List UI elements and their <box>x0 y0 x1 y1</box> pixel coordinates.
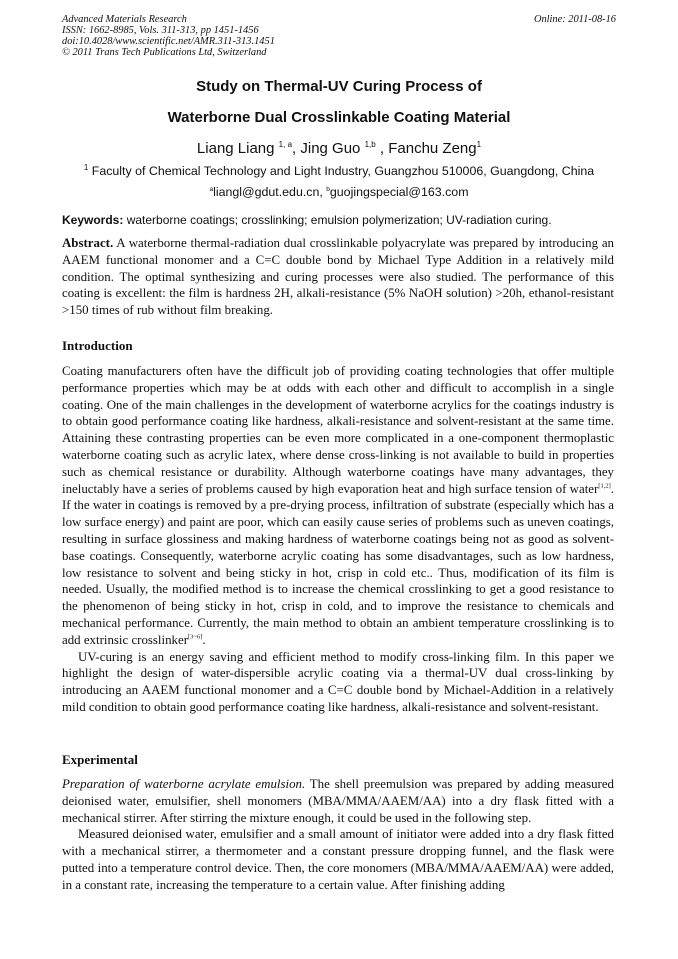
paper-title-line-2: Waterborne Dual Crosslinkable Coating Material <box>167 109 511 126</box>
intro-text-c: . <box>202 632 206 647</box>
subsection-title: Preparation of waterborne acrylate emulsion. <box>62 777 306 791</box>
author-1-affil: 1, a <box>278 140 293 149</box>
email-separator: , <box>319 185 327 199</box>
citation-ref: [3~6] <box>188 633 203 641</box>
experimental-heading: Experimental <box>62 752 138 767</box>
introduction-body <box>62 363 614 716</box>
intro-text-b: . If the water in coatings is removed by a pre-drying process, infiltration of substrate (especially which has a low surface energy) and paint are poor, which can easily cause series of problems such as uneven coatings, resulting in surface glossiness and making hardness of waterborne coatings being not as good as solvent-base coatings. Consequently, waterborne acrylic coating has some disadvantages, such as low hardness, low resistance to solvent and being sticky in hot, crisp in cold etc.. Thus, modification of its film is needed. Usually, the modified method is to increase the chemical crosslinking to get a good resistance to the phenomenon of being sticky in hot, crisp in cold, and to improve the resistance to chemicals and mechanical performance. Currently, the main method to obtain an ambient temperature crosslinking is to add extrinsic crosslinker <box>62 481 614 647</box>
author-list <box>62 140 616 157</box>
experimental-body <box>62 776 614 894</box>
keywords <box>62 213 622 227</box>
intro-text-a: Coating manufacturers often have the difficult job of providing coating technologies that offer multiple performance properties which may be at odds with each other and difficult to accomplish in a single coating. One of the main challenges in the development of waterborne acrylics for the coatings industry is to obtain good performance coating like hardness, alkali-resistance and solvent-resistant at the same time. Attaining these contrasting properties can be even more complicated in a one-component thermoplastic waterborne coating such as acrylic latex, where dense cross-linking is not available to build in properties such as chemical resistance or durability. Although waterborne coatings have many advantages, they ineluctably have a series of problems caused by high evaporation heat and high surface tension of water <box>62 364 614 496</box>
experimental-paragraph-2: Measured deionised water, emulsifier and a small amount of initiator were added into a dry flask fitted with a mechanical stirrer, a thermometer and a constant pressure dropping funnel, and the flask were putted into a temperature control device. Then, the core monomers (MBA/MMA/AAEM/AA) were added, in a constant rate, increasing the temperature to a certain value. After finishing adding <box>62 827 614 892</box>
keywords-text: waterborne coatings; crosslinking; emulsion polymerization; UV-radiation curing. <box>123 213 552 227</box>
introduction-heading: Introduction <box>62 338 133 353</box>
abstract <box>62 235 614 319</box>
experimental-text-1: The shell preemulsion was prepared by adding measured deionised water, emulsifier, shell monomers (MBA/MMA/AAEM/AA) into a dry flask fitted with a mechanical stirrer. After stirring the mixture enough, it could be used in the following step. <box>62 777 614 825</box>
journal-name: Advanced Materials Research <box>62 14 187 25</box>
author-emails <box>62 185 616 199</box>
author-3-affil: 1 <box>476 140 482 149</box>
author-separator: , <box>292 140 301 157</box>
issn-line: ISSN: 1662-8985, Vols. 311-313, pp 1451-1456 <box>62 25 259 36</box>
affiliation <box>62 164 616 178</box>
author-2: Jing Guo <box>300 140 361 157</box>
author-separator: , <box>375 140 389 157</box>
experimental-paragraph-1 <box>62 776 614 826</box>
email-b-marker: b <box>326 185 330 193</box>
affiliation-number: 1 <box>83 162 89 172</box>
keywords-label: Keywords: <box>62 213 124 227</box>
journal-header <box>62 14 616 58</box>
paper-title-line-1: Study on Thermal-UV Curing Process of <box>196 78 482 95</box>
abstract-text: A waterborne thermal-radiation dual crosslinkable polyacrylate was prepared by introducing an AAEM functional monomer and a C=C double bond by Michael Type Addition in a relatively mild condition. The optimal synthesizing and curing processes were also studied. The performance of this coating is excellent: the film is hardness 2H, alkali-resistance (5% NaOH solution) >20h, ethanol-resistant >150 times of rub without film breaking. <box>62 236 614 318</box>
abstract-label: Abstract. <box>62 236 114 250</box>
email-a-marker: a <box>209 185 214 193</box>
email-a: liangl@gdut.edu.cn <box>213 185 320 199</box>
email-b: guojingspecial@163.com <box>329 185 469 199</box>
copyright-line: © 2011 Trans Tech Publications Ltd, Switzerland <box>62 47 267 58</box>
introduction-paragraph-1 <box>62 363 614 649</box>
introduction-paragraph-2: UV-curing is an energy saving and efficient method to modify cross-linking film. In this paper we highlight the design of water-dispersible acrylic coating via a thermal-UV dual cross-linking by introducing an AAEM functional monomer and a C=C double bond by Michael-Addition in a relatively mild condition to obtain good performance coating like hardness, alkali-resistance and solvent-resistant. <box>62 649 614 714</box>
online-date: Online: 2011-08-16 <box>533 14 616 25</box>
author-1: Liang Liang <box>196 140 275 157</box>
author-3: Fanchu Zeng <box>388 140 477 157</box>
doi-line: doi:10.4028/www.scientific.net/AMR.311-313.1451 <box>62 36 275 47</box>
citation-ref: [1,2] <box>598 482 611 490</box>
author-2-affil: 1,b <box>364 140 376 149</box>
affiliation-text: Faculty of Chemical Technology and Light Industry, Guangzhou 510006, Guangdong, China <box>91 164 595 178</box>
